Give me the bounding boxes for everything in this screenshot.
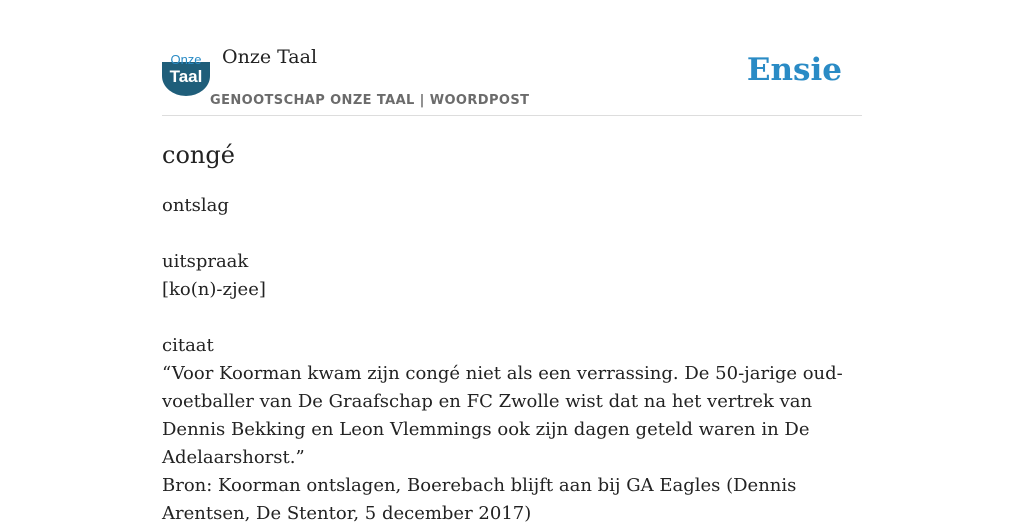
ensie-brand-link[interactable]: Ensie [746, 52, 842, 88]
site-subtitle: GENOOTSCHAP ONZE TAAL | WOORDPOST [210, 93, 530, 108]
entry-definition: ontslag [162, 195, 229, 216]
spacer [162, 304, 862, 332]
quote-source: Bron: Koorman ontslagen, Boerebach blijft aan bij GA Eagles (Dennis Arentsen, De Stentor, 5 december 2017) [162, 475, 797, 524]
pronunciation-label: uitspraak [162, 251, 249, 272]
pronunciation-value: [ko(n)-zjee] [162, 279, 266, 300]
site-header [162, 40, 862, 116]
logo-bottom-text: Taal [169, 67, 203, 86]
site-name[interactable]: Onze Taal [222, 46, 318, 68]
entry-term: congé [162, 141, 235, 169]
onze-taal-logo[interactable] [162, 52, 210, 96]
entry-content [162, 192, 862, 528]
logo-top-text: Onze [170, 52, 202, 67]
quote-text: “Voor Koorman kwam zijn congé niet als een verrassing. De 50-jarige oud-voetballer van De Graafschap en FC Zwolle wist dat na het vertrek van Dennis Bekking en Leon Vlemmings ook zijn dagen geteld waren in De Adelaarshorst.” [162, 363, 843, 468]
entry-card [162, 40, 862, 528]
spacer [162, 220, 862, 248]
quote-label: citaat [162, 335, 214, 356]
